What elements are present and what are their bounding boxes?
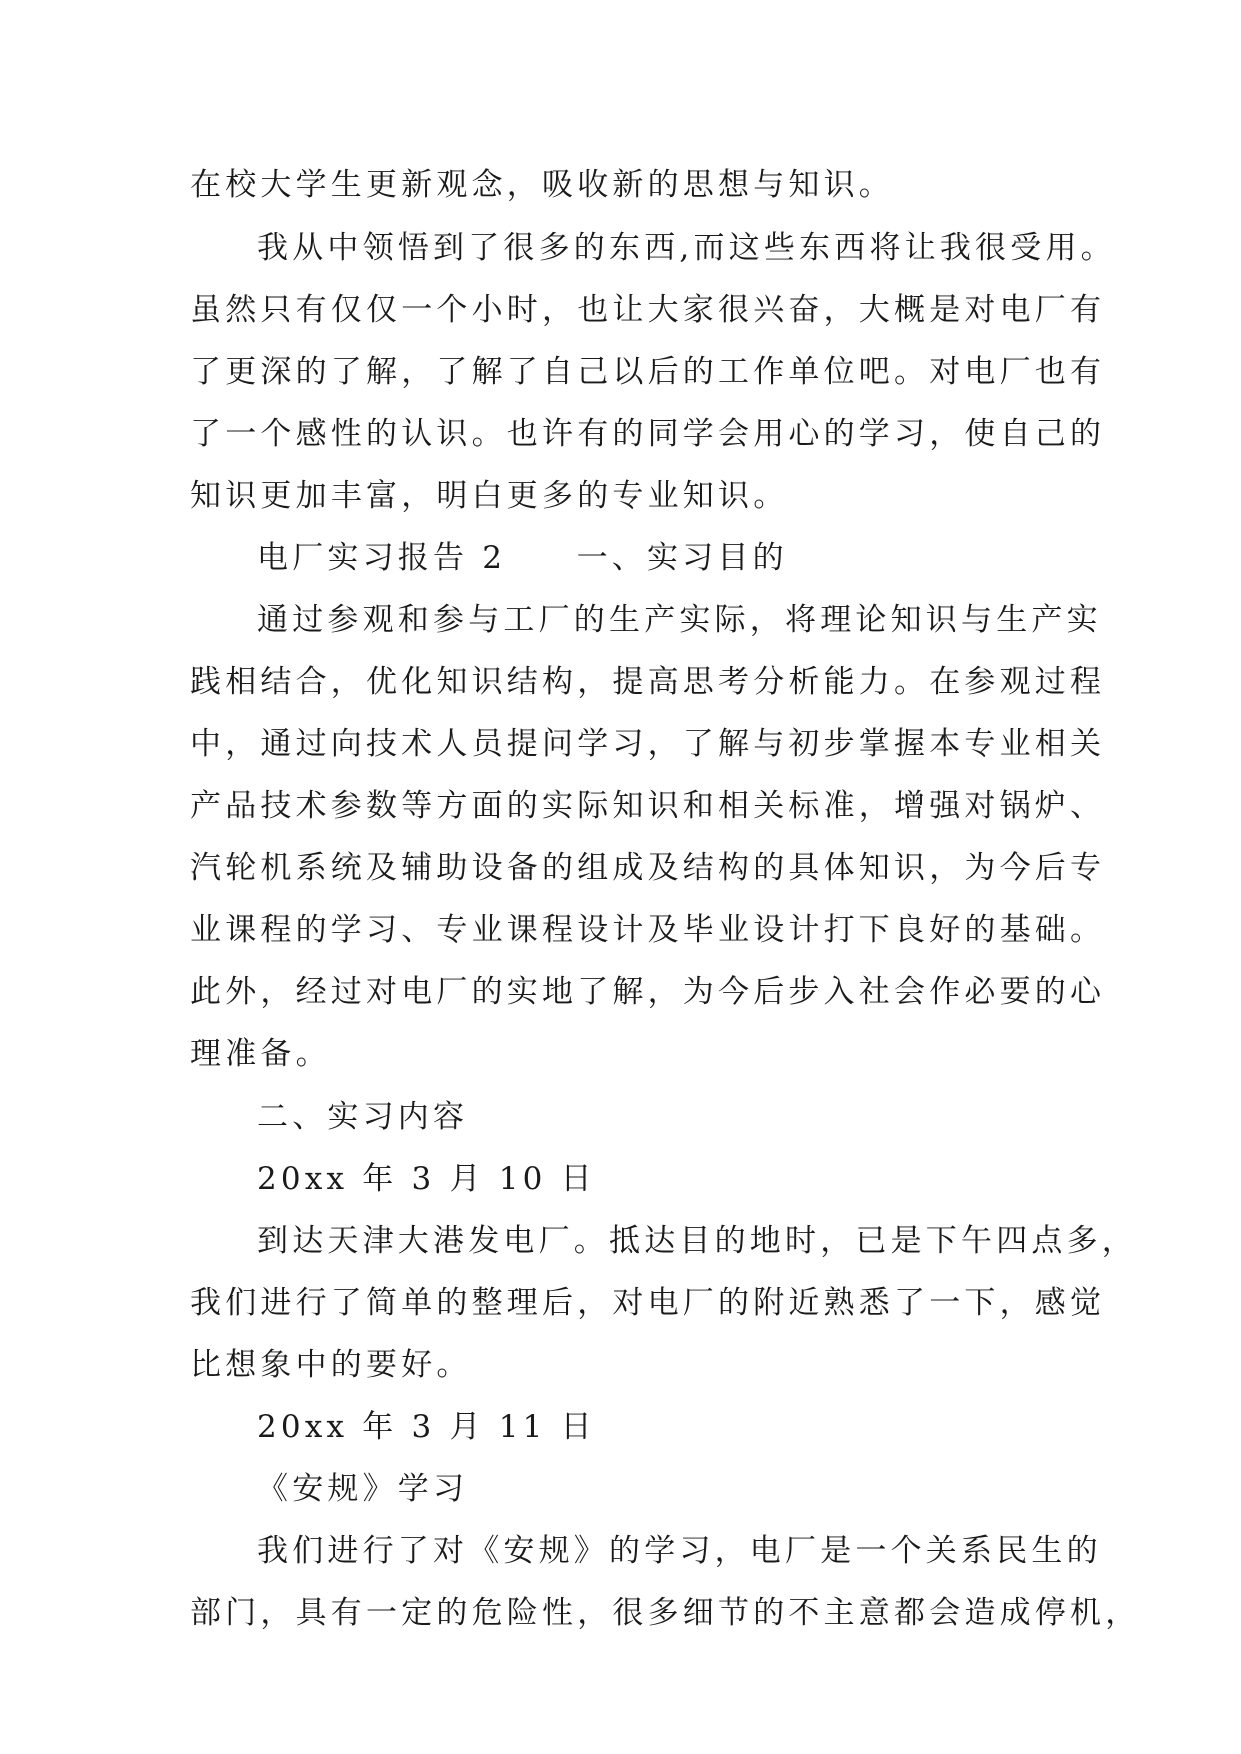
paragraph-line: 我们进行了简单的整理后，对电厂的附近熟悉了一下，感觉 — [190, 1285, 1106, 1321]
date-line: 20xx 年 3 月 11 日 — [257, 1409, 596, 1445]
subheading: 《安规》学习 — [257, 1471, 469, 1507]
date-line: 20xx 年 3 月 10 日 — [257, 1161, 596, 1197]
paragraph-line: 虽然只有仅仅一个小时，也让大家很兴奋，大概是对电厂有 — [190, 292, 1106, 328]
paragraph-line: 此外，经过对电厂的实地了解，为今后步入社会作必要的心 — [190, 974, 1106, 1010]
paragraph-line: 汽轮机系统及辅助设备的组成及结构的具体知识，为今后专 — [190, 850, 1106, 886]
paragraph-line: 中，通过向技术人员提问学习，了解与初步掌握本专业相关 — [190, 726, 1106, 762]
paragraph-line: 我从中领悟到了很多的东西,而这些东西将让我很受用。 — [257, 230, 1116, 266]
section-heading: 电厂实习报告 2 一、实习目的 — [257, 540, 788, 576]
paragraph-line: 知识更加丰富，明白更多的专业知识。 — [190, 478, 789, 514]
paragraph-line: 了更深的了解，了解了自己以后的工作单位吧。对电厂也有 — [190, 354, 1106, 390]
paragraph-line: 业课程的学习、专业课程设计及毕业设计打下良好的基础。 — [190, 912, 1106, 948]
paragraph-line: 通过参观和参与工厂的生产实际，将理论知识与生产实 — [257, 602, 1102, 638]
paragraph-line: 比想象中的要好。 — [190, 1347, 472, 1383]
paragraph-line: 到达天津大港发电厂。抵达目的地时，已是下午四点多， — [257, 1223, 1137, 1259]
section-heading: 二、实习内容 — [257, 1099, 469, 1135]
paragraph-line: 了一个感性的认识。也许有的同学会用心的学习，使自己的 — [190, 416, 1106, 452]
paragraph-line: 部门，具有一定的危险性，很多细节的不主意都会造成停机， — [190, 1595, 1141, 1631]
paragraph-line: 我们进行了对《安规》的学习，电厂是一个关系民生的 — [257, 1533, 1102, 1569]
paragraph-line: 在校大学生更新观念，吸收新的思想与知识。 — [190, 167, 894, 203]
paragraph-line: 产品技术参数等方面的实际知识和相关标准，增强对锅炉、 — [190, 788, 1106, 824]
paragraph-line: 践相结合，优化知识结构，提高思考分析能力。在参观过程 — [190, 664, 1106, 700]
paragraph-line: 理准备。 — [190, 1036, 331, 1072]
